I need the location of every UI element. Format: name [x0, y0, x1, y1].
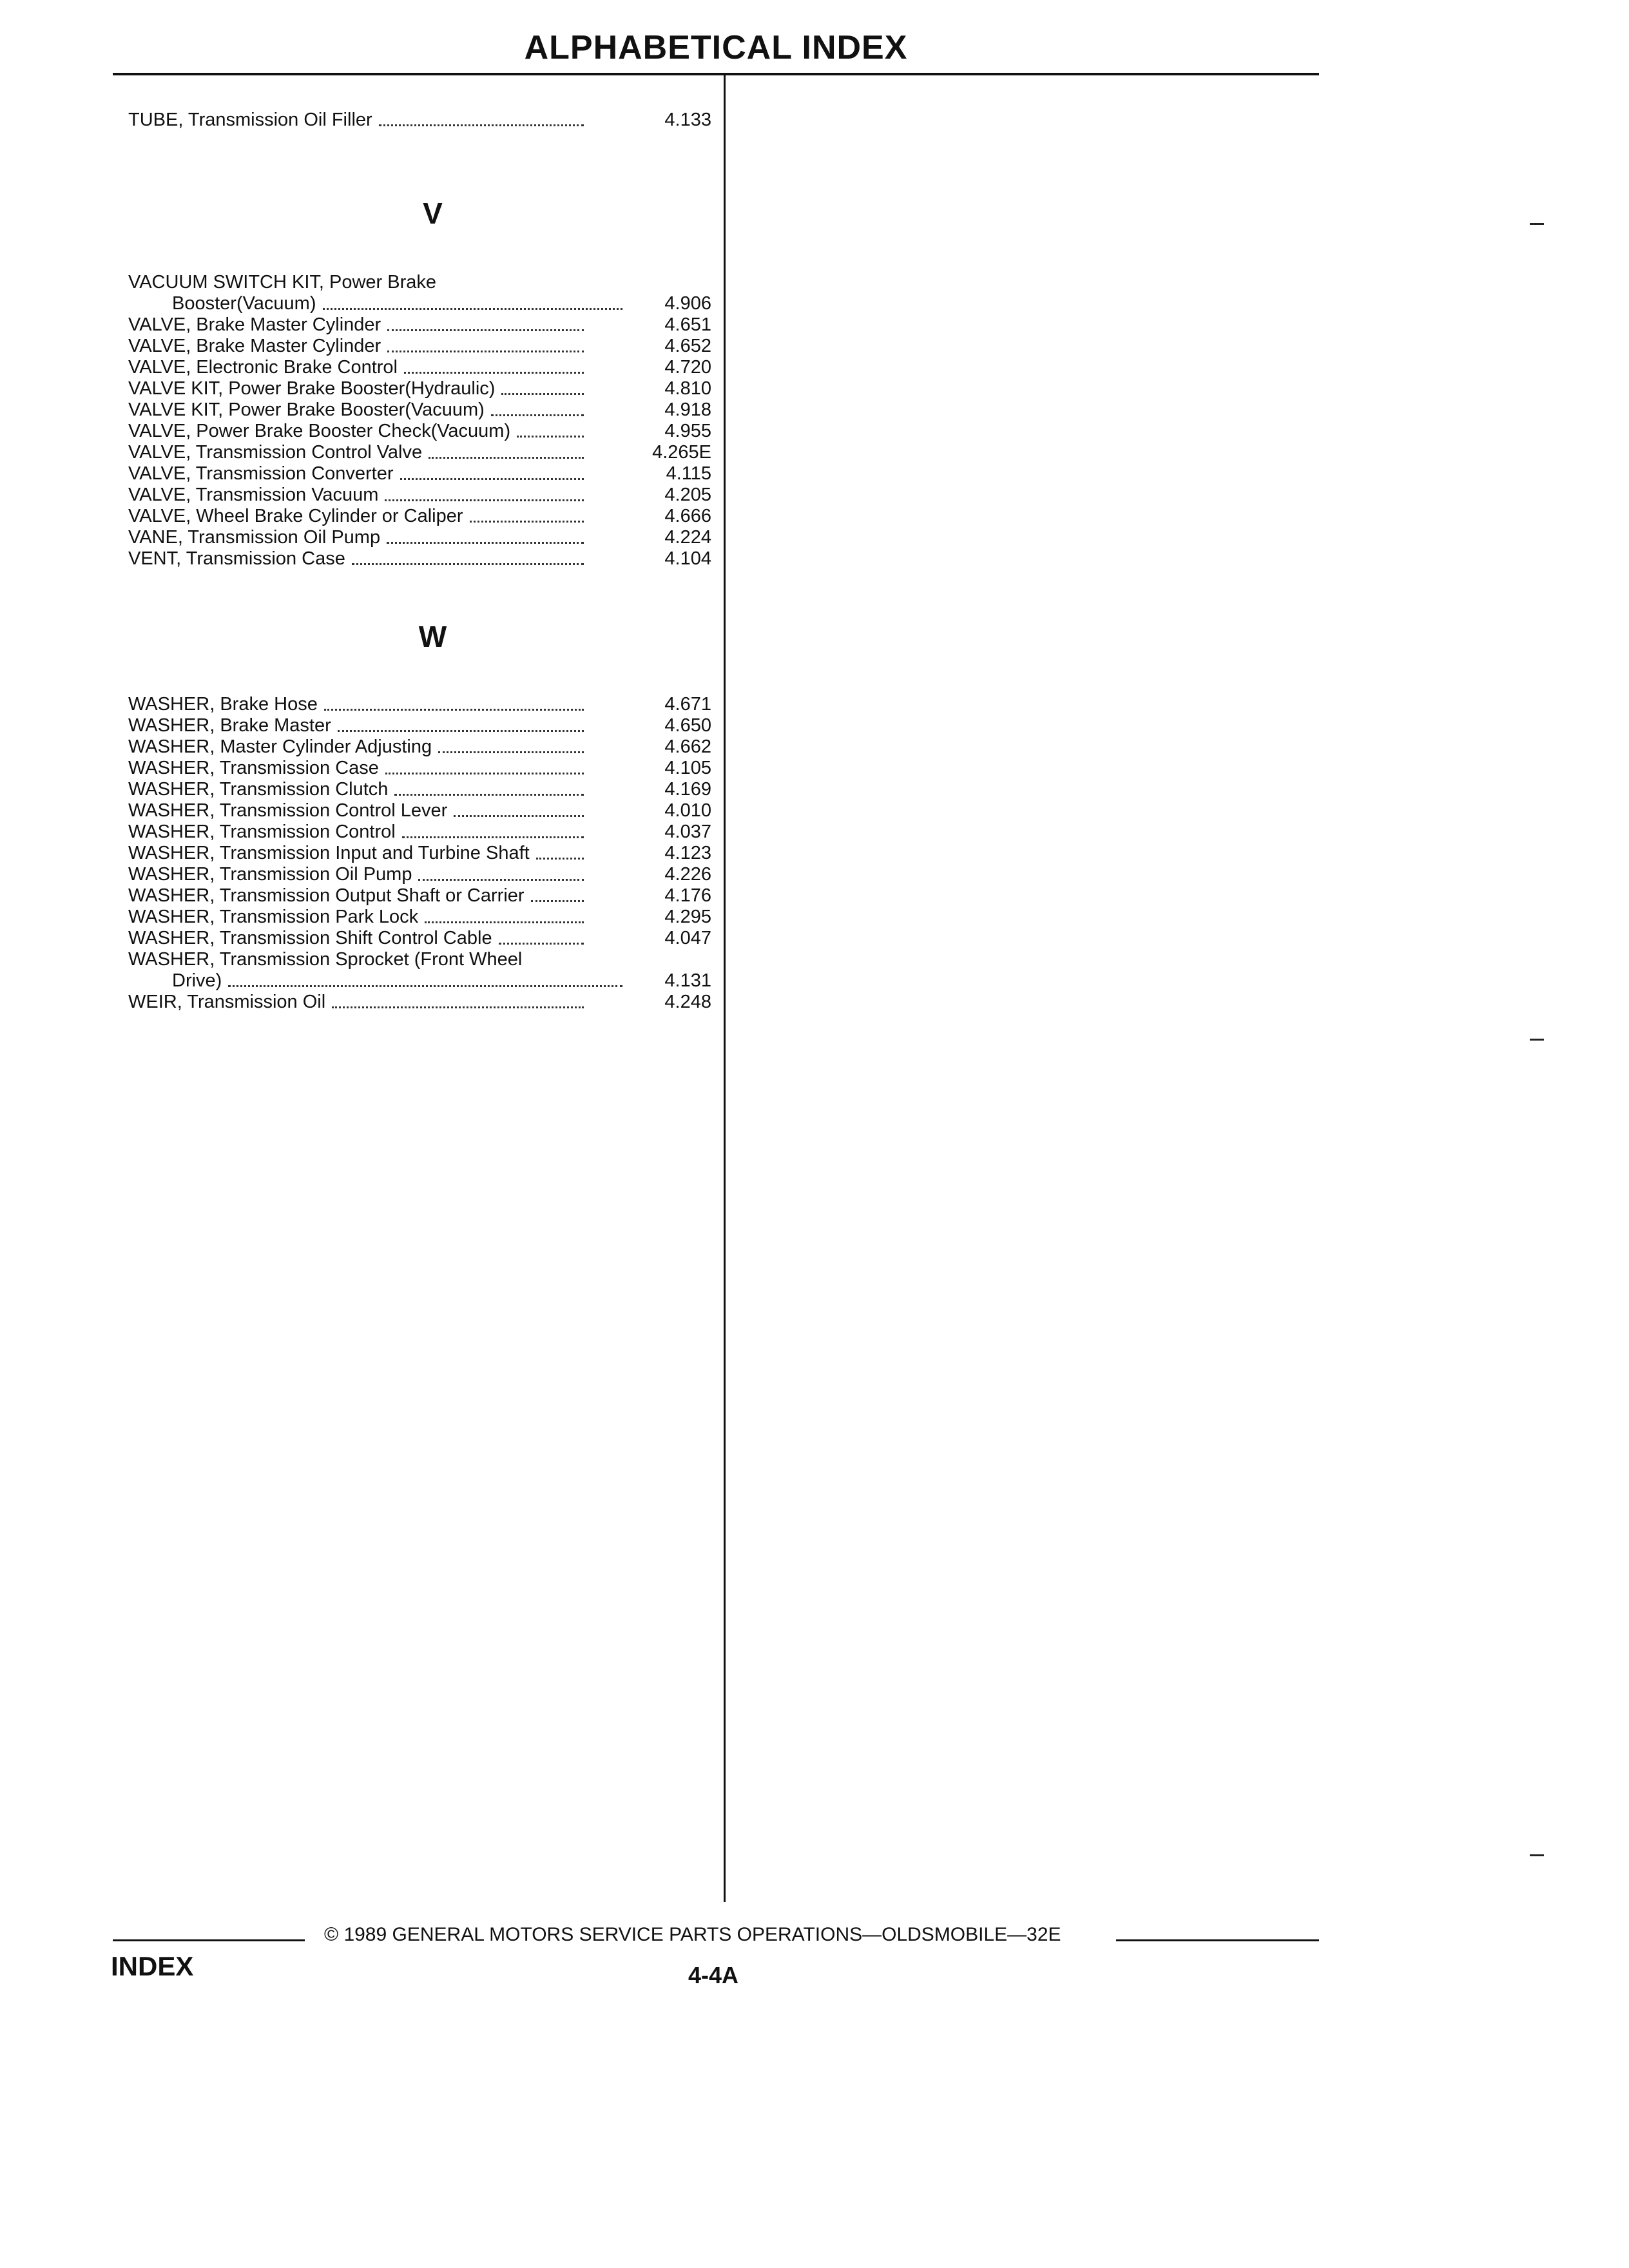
- index-entry-description: WASHER, Transmission Park Lock: [128, 907, 419, 927]
- index-entry-left: [128, 800, 584, 822]
- index-section: [128, 110, 711, 131]
- index-entry-row: [128, 822, 711, 843]
- dot-leader: [400, 478, 584, 480]
- index-entry-row: [128, 779, 711, 800]
- column-divider: [724, 75, 726, 1902]
- index-entry-row: [128, 843, 711, 864]
- index-entry-left: [128, 548, 584, 570]
- index-entry-continuation: Booster(Vacuum): [172, 293, 316, 314]
- index-entry-page: 4.248: [664, 992, 711, 1012]
- index-entry: [128, 442, 711, 463]
- dot-leader: [454, 815, 584, 817]
- index-entry-row: [128, 399, 711, 421]
- dot-leader: [379, 124, 584, 126]
- index-entry: [128, 110, 711, 131]
- index-entry-left: [128, 463, 584, 485]
- index-entry-page: 4.115: [666, 463, 711, 484]
- index-entry-page: 4.671: [664, 694, 711, 715]
- index-entry-description: WASHER, Transmission Control Lever: [128, 800, 448, 821]
- index-entry-left: [128, 485, 584, 506]
- index-entry-page: 4.295: [664, 907, 711, 927]
- index-entry-left: [128, 110, 584, 131]
- index-entry: [128, 314, 711, 336]
- dot-leader: [418, 879, 584, 881]
- index-entry-description: WASHER, Master Cylinder Adjusting: [128, 736, 432, 757]
- index-entry-row: [128, 485, 711, 506]
- index-entry-continuation-row: [128, 293, 711, 314]
- index-entry-description: TUBE, Transmission Oil Filler: [128, 110, 372, 130]
- footer-section-label: INDEX: [111, 1951, 194, 1981]
- index-entry-description: VALVE, Brake Master Cylinder: [128, 336, 381, 356]
- index-entry-page: 4.666: [664, 506, 711, 526]
- index-entry-page: 4.906: [664, 293, 711, 314]
- index-entry-page: 4.133: [664, 110, 711, 130]
- index-entry-row: [128, 800, 711, 822]
- index-entry-row: [128, 442, 711, 463]
- index-entry: [128, 357, 711, 378]
- index-entry-left: [128, 336, 584, 357]
- section-letter-heading: W: [418, 620, 447, 653]
- index-entry-page: 4.169: [664, 779, 711, 800]
- index-entry-page: 4.265E: [652, 442, 711, 463]
- dot-leader: [470, 521, 584, 523]
- margin-tick-mark: [1530, 1039, 1544, 1041]
- index-entry-page: 4.105: [664, 758, 711, 778]
- index-entry-description: VALVE, Transmission Vacuum: [128, 485, 379, 505]
- dot-leader: [338, 730, 584, 732]
- index-entry-page: 4.720: [664, 357, 711, 378]
- index-entry-description: WASHER, Transmission Shift Control Cable: [128, 928, 492, 948]
- index-entry-row: [128, 527, 711, 548]
- index-entry-left: [128, 843, 584, 864]
- index-entry: [128, 463, 711, 485]
- index-entry-description: WASHER, Transmission Input and Turbine Shaft: [128, 843, 530, 863]
- index-entry-row: [128, 694, 711, 715]
- page-title: ALPHABETICAL INDEX: [524, 29, 908, 66]
- header-rule: [113, 73, 1319, 75]
- index-entry-page: 4.104: [664, 548, 711, 569]
- index-entry-left: [128, 421, 584, 442]
- index-entry-description: WASHER, Transmission Clutch: [128, 779, 389, 800]
- index-entry: [128, 694, 711, 715]
- dot-leader: [394, 794, 584, 796]
- index-entry: [128, 822, 711, 843]
- index-entry-description: VALVE, Power Brake Booster Check(Vacuum): [128, 421, 511, 441]
- index-entry-first-line: [128, 272, 711, 293]
- index-entry-description: VALVE, Brake Master Cylinder: [128, 314, 381, 335]
- margin-tick-mark: [1530, 1854, 1544, 1856]
- section-letter-heading: V: [423, 197, 443, 230]
- index-entry-row: [128, 421, 711, 442]
- index-entry-page: 4.131: [664, 970, 711, 991]
- index-entry: [128, 485, 711, 506]
- index-entry-left: [128, 314, 584, 336]
- index-entry-left: [128, 357, 584, 378]
- index-entry-left: [128, 885, 584, 907]
- dot-leader: [387, 351, 584, 352]
- index-entry-row: [128, 715, 711, 736]
- footer-rule-left: [113, 1939, 305, 1941]
- index-entry-page: 4.810: [664, 378, 711, 399]
- index-entry-page: 4.037: [664, 822, 711, 842]
- index-entry: [128, 843, 711, 864]
- index-entry-row: [128, 357, 711, 378]
- index-entry-description: VALVE KIT, Power Brake Booster(Hydraulic): [128, 378, 496, 399]
- index-entry-left: [128, 779, 584, 800]
- index-entry-left: [128, 992, 584, 1013]
- index-entry-left: [128, 442, 584, 463]
- dot-leader: [499, 943, 584, 945]
- index-entry: [128, 715, 711, 736]
- index-entry-row: [128, 506, 711, 527]
- index-entry-page: 4.650: [664, 715, 711, 736]
- index-entry: [128, 885, 711, 907]
- index-entry-page: 4.918: [664, 399, 711, 420]
- index-entry-page: 4.226: [664, 864, 711, 885]
- index-entry-page: 4.651: [664, 314, 711, 335]
- index-entry-row: [128, 992, 711, 1013]
- index-entry-page: 4.010: [664, 800, 711, 821]
- index-entry-page: 4.047: [664, 928, 711, 948]
- index-entry-description: WASHER, Transmission Sprocket (Front Wheel: [128, 949, 523, 970]
- index-entry-description: WASHER, Transmission Oil Pump: [128, 864, 412, 885]
- index-entry-description: WASHER, Brake Master: [128, 715, 331, 736]
- index-entry-row: [128, 758, 711, 779]
- index-entry: [128, 548, 711, 570]
- footer-copyright: © 1989 GENERAL MOTORS SERVICE PARTS OPERATIONS—OLDSMOBILE—32E: [324, 1924, 1061, 1945]
- index-entry: [128, 949, 711, 992]
- index-entry-page: 4.652: [664, 336, 711, 356]
- dot-leader: [387, 542, 584, 544]
- index-entry: [128, 800, 711, 822]
- index-entry-page: 4.955: [664, 421, 711, 441]
- index-entry-description: VANE, Transmission Oil Pump: [128, 527, 381, 548]
- index-entry-left: [128, 506, 584, 527]
- dot-leader: [385, 499, 584, 501]
- footer-rule-right: [1116, 1939, 1319, 1941]
- index-entry: [128, 421, 711, 442]
- dot-leader: [402, 836, 584, 838]
- dot-leader: [517, 436, 584, 437]
- index-entry-description: VALVE, Wheel Brake Cylinder or Caliper: [128, 506, 463, 526]
- index-entry-row: [128, 314, 711, 336]
- dot-leader: [429, 457, 584, 459]
- index-section: [128, 620, 711, 1013]
- margin-tick-mark: [1530, 223, 1544, 225]
- dot-leader: [531, 900, 584, 902]
- index-entry-left: [128, 928, 584, 949]
- index-entry-description: WASHER, Transmission Output Shaft or Carrier: [128, 885, 525, 906]
- dot-leader: [425, 921, 584, 923]
- index-entry-page: 4.123: [664, 843, 711, 863]
- index-entry-left: [128, 822, 584, 843]
- index-entry-description: VACUUM SWITCH KIT, Power Brake: [128, 272, 437, 293]
- dot-leader: [228, 985, 622, 987]
- index-entry-row: [128, 907, 711, 928]
- dot-leader: [332, 1006, 584, 1008]
- index-entry-left: [128, 758, 584, 779]
- dot-leader: [536, 858, 584, 860]
- index-entry-description: VALVE, Transmission Control Valve: [128, 442, 423, 463]
- index-entry-left: [128, 399, 584, 421]
- index-entry-left: [128, 694, 584, 715]
- index-entry-page: 4.662: [664, 736, 711, 757]
- index-entry-description: WEIR, Transmission Oil: [128, 992, 326, 1012]
- index-entry-row: [128, 548, 711, 570]
- index-entry-description: WASHER, Transmission Control: [128, 822, 396, 842]
- index-entry: [128, 928, 711, 949]
- index-entry-row: [128, 885, 711, 907]
- index-entry-first-line: [128, 949, 711, 970]
- index-entry-left: [128, 527, 584, 548]
- dot-leader: [501, 393, 584, 395]
- index-entry-description: VALVE, Transmission Converter: [128, 463, 394, 484]
- index-entry-left: [128, 715, 584, 736]
- index-entry-description: VALVE, Electronic Brake Control: [128, 357, 398, 378]
- index-entry-page: 4.224: [664, 527, 711, 548]
- dot-leader: [324, 709, 584, 711]
- index-entry-left: [128, 736, 584, 758]
- dot-leader: [387, 329, 584, 331]
- index-entry: [128, 758, 711, 779]
- index-entry: [128, 527, 711, 548]
- index-entry-row: [128, 864, 711, 885]
- footer-page-number: 4-4A: [688, 1962, 739, 1988]
- dot-leader: [438, 751, 584, 753]
- index-entry-row: [128, 736, 711, 758]
- dot-leader: [404, 372, 584, 374]
- index-entry-row: [128, 378, 711, 399]
- index-entry: [128, 907, 711, 928]
- index-entry: [128, 779, 711, 800]
- index-entry-row: [128, 463, 711, 485]
- dot-leader: [491, 414, 584, 416]
- index-entry-description: WASHER, Brake Hose: [128, 694, 318, 715]
- dot-leader: [385, 773, 584, 774]
- index-entry-row: [128, 928, 711, 949]
- index-entry: [128, 336, 711, 357]
- index-entry-description: VENT, Transmission Case: [128, 548, 345, 569]
- index-entry-continuation: Drive): [172, 970, 222, 991]
- index-entry-description: VALVE KIT, Power Brake Booster(Vacuum): [128, 399, 485, 420]
- index-entry: [128, 864, 711, 885]
- index-entry-continuation-row: [128, 970, 711, 992]
- index-entry-page: 4.205: [664, 485, 711, 505]
- index-entry-row: [128, 110, 711, 131]
- index-entry-left: [128, 378, 584, 399]
- dot-leader: [352, 563, 584, 565]
- dot-leader: [323, 308, 622, 310]
- index-entry-description: WASHER, Transmission Case: [128, 758, 379, 778]
- index-entry-left: [128, 907, 584, 928]
- index-section: [128, 197, 711, 570]
- index-entry: [128, 272, 711, 314]
- index-entry: [128, 736, 711, 758]
- index-entry-left: [128, 970, 622, 992]
- index-entry-left: [128, 293, 622, 314]
- index-entry: [128, 399, 711, 421]
- index-entry: [128, 506, 711, 527]
- index-entry-left: [128, 864, 584, 885]
- index-entry: [128, 378, 711, 399]
- index-column: [128, 110, 711, 1013]
- index-entry-page: 4.176: [664, 885, 711, 906]
- index-entry: [128, 992, 711, 1013]
- index-entry-row: [128, 336, 711, 357]
